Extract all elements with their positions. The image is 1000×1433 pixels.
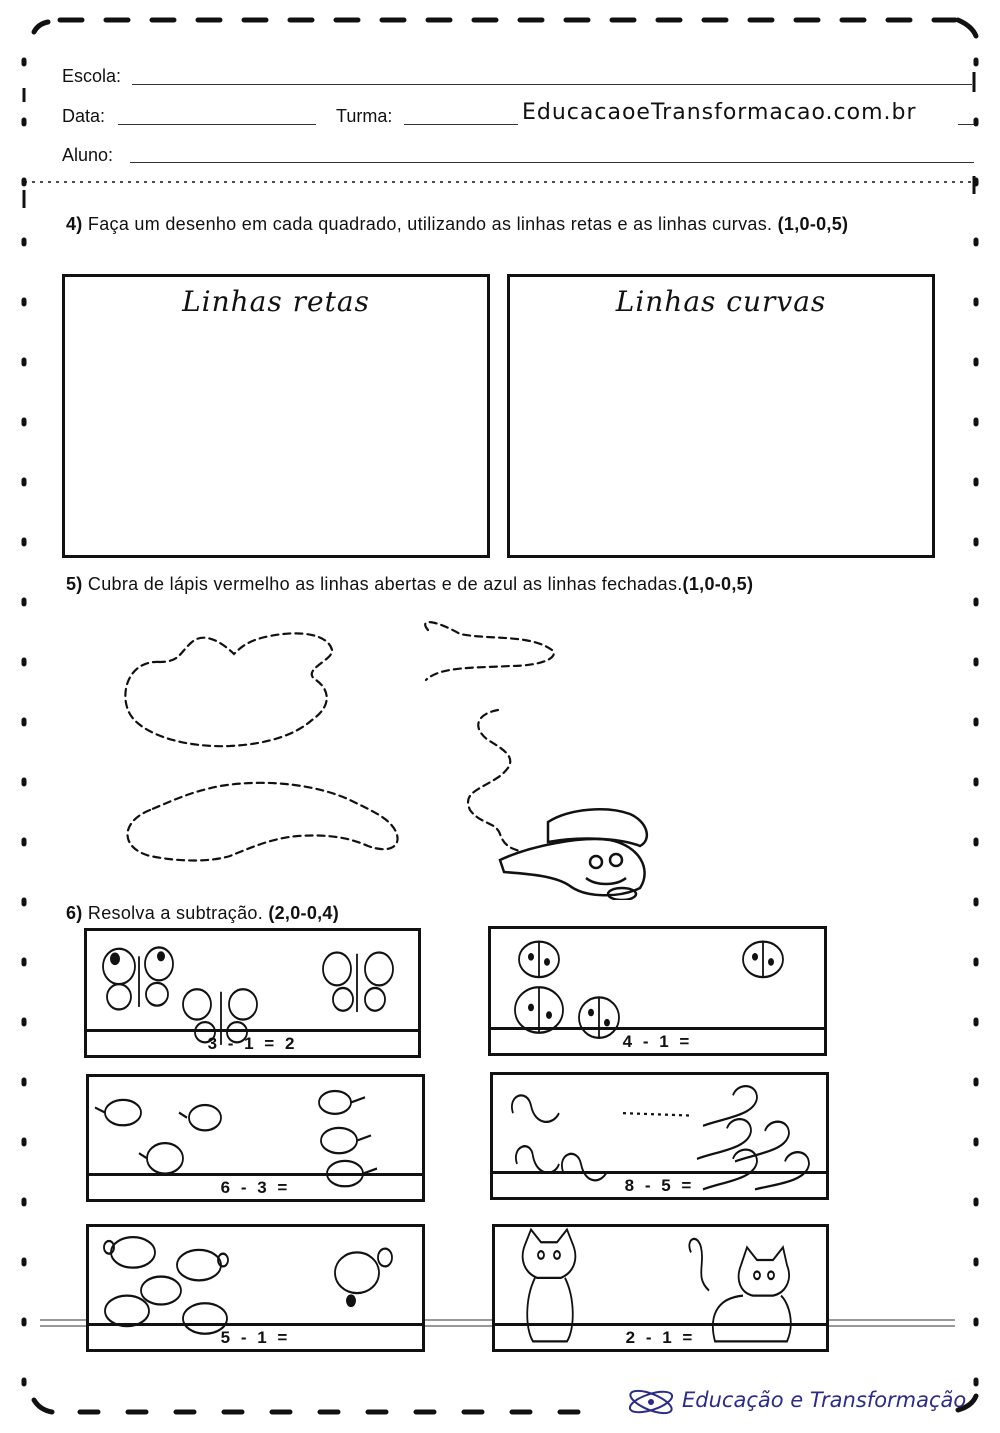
escola-label: Escola: bbox=[62, 66, 122, 86]
subtraction-card-worms bbox=[490, 1072, 829, 1200]
aluno-field[interactable] bbox=[130, 162, 974, 163]
question-4-text: Faça um desenho em cada quadrado, utilizando as linhas retas e as linhas curvas. bbox=[82, 214, 778, 234]
footer-brand-text: Educação e Transformação bbox=[682, 1388, 967, 1412]
question-6-number: 6) bbox=[66, 903, 83, 923]
turma-field-end bbox=[958, 124, 974, 125]
boy-cartoon-icon bbox=[500, 809, 647, 900]
equation-4: 8 - 5 = bbox=[493, 1171, 826, 1197]
question-6 bbox=[66, 900, 339, 927]
equation-6: 2 - 1 = bbox=[495, 1323, 826, 1349]
subtraction-card-turtles bbox=[86, 1224, 425, 1352]
subtraction-card-birds bbox=[86, 1074, 425, 1202]
subtraction-card-cats bbox=[492, 1224, 829, 1352]
open-line-1 bbox=[425, 622, 554, 680]
subtraction-card-ladybugs bbox=[488, 926, 827, 1056]
escola-field[interactable] bbox=[132, 84, 972, 85]
question-6-score: (2,0-0,4) bbox=[268, 903, 340, 923]
data-label: Data: bbox=[62, 106, 106, 126]
curved-lines-box[interactable] bbox=[507, 274, 935, 558]
closed-line-1 bbox=[125, 633, 332, 746]
turma-field[interactable] bbox=[404, 124, 518, 125]
open-line-2 bbox=[468, 710, 526, 852]
question-4-number: 4) bbox=[66, 214, 83, 234]
closed-line-2 bbox=[128, 783, 398, 861]
atom-orbit-icon bbox=[626, 1384, 676, 1420]
straight-lines-box[interactable] bbox=[62, 274, 490, 558]
question-4 bbox=[66, 211, 926, 238]
website-text: EducacaoeTransformacao.com.br bbox=[522, 100, 917, 125]
equation-3: 6 - 3 = bbox=[89, 1173, 422, 1199]
subtraction-card-butterflies bbox=[84, 928, 421, 1058]
dashed-lines-drawing[interactable] bbox=[100, 610, 680, 900]
question-5-number: 5) bbox=[66, 574, 83, 594]
equation-1: 3 - 1 = 2 bbox=[87, 1029, 418, 1055]
curved-lines-title: Linhas curvas bbox=[615, 285, 827, 318]
equation-2: 4 - 1 = bbox=[491, 1027, 824, 1053]
data-field[interactable] bbox=[118, 124, 316, 125]
turma-label: Turma: bbox=[336, 106, 393, 126]
straight-lines-title: Linhas retas bbox=[182, 285, 370, 318]
question-5-text: Cubra de lápis vermelho as linhas abertas e de azul as linhas fechadas. bbox=[82, 574, 683, 594]
equation-5: 5 - 1 = bbox=[89, 1323, 422, 1349]
aluno-label: Aluno: bbox=[62, 145, 114, 165]
question-5-score: (1,0-0,5) bbox=[682, 574, 754, 594]
question-5 bbox=[66, 571, 946, 598]
question-6-text: Resolva a subtração. bbox=[82, 903, 269, 923]
question-4-score: (1,0-0,5) bbox=[777, 214, 849, 234]
